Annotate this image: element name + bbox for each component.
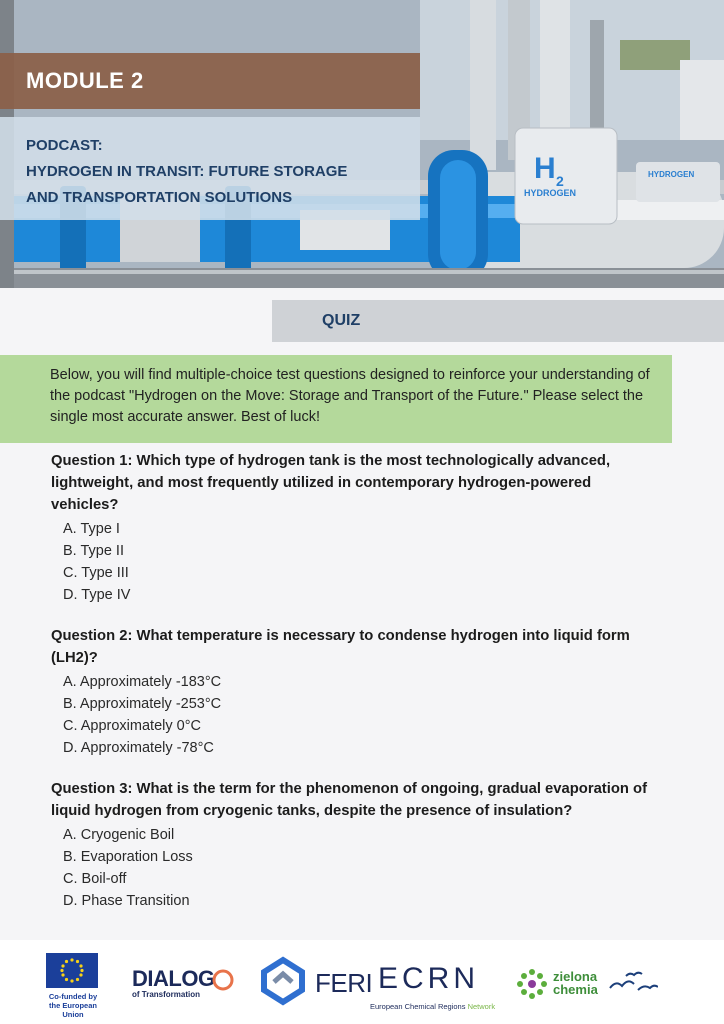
option-d[interactable]: D. Phase Transition — [63, 893, 190, 909]
zielona-chemia-logo-text — [553, 970, 598, 996]
footer-logos — [0, 940, 724, 1024]
dialog-logo-text: DIALOG — [132, 966, 215, 991]
option-a[interactable]: A. Type I — [63, 521, 120, 537]
option-c[interactable]: C. Boil-off — [63, 871, 127, 887]
dialog-logo-subtitle: of Transformation — [132, 990, 201, 999]
option-c[interactable]: C. Type III — [63, 565, 129, 581]
zc-line-1: zielona — [553, 969, 598, 984]
option-b[interactable]: B. Approximately -253°C — [63, 696, 222, 712]
svg-text:HYDROGEN: HYDROGEN — [524, 188, 577, 198]
dialog-ring-icon — [210, 966, 236, 992]
podcast-title-box — [0, 117, 420, 220]
eu-caption — [38, 992, 108, 1019]
podcast-line-2: HYDROGEN IN TRANSIT: FUTURE STORAGE — [26, 163, 348, 180]
feri-logo-text: FERI — [315, 968, 373, 998]
option-b[interactable]: B. Evaporation Loss — [63, 849, 193, 865]
feri-emblem-icon — [258, 956, 308, 1006]
ecrn-subtitle-network: Network — [467, 1002, 496, 1011]
zielona-chemia-dots-icon — [514, 966, 550, 1002]
quiz-intro-box — [0, 355, 672, 443]
module-label: MODULE 2 — [26, 68, 144, 93]
quiz-intro-text: Below, you will find multiple-choice test questions designed to reinforce your understanding of the podcast "Hydrogen on the Move: Storage and Transport of the Future." Please select the single most accurate answer. Best of luck! — [50, 367, 650, 425]
quiz-heading-bar — [272, 300, 724, 342]
quiz-heading: QUIZ — [322, 312, 361, 329]
question-2 — [51, 625, 661, 759]
question-text: Question 3: What is the term for the phenomenon of ongoing, gradual evaporation of liquid hydrogen from cryogenic tanks, despite the presence of insulation? — [51, 781, 647, 819]
svg-text:2: 2 — [556, 173, 564, 189]
eu-caption-line-2: the European Union — [49, 1001, 97, 1019]
module-banner — [0, 53, 420, 109]
podcast-line-1: PODCAST: — [26, 137, 103, 154]
eu-flag-logo — [46, 953, 98, 988]
podcast-line-3: AND TRANSPORTATION SOLUTIONS — [26, 189, 293, 206]
ecrn-subtitle-main: European Chemical Regions — [370, 1002, 466, 1011]
ecrn-logo-text: ECRN — [378, 962, 480, 995]
question-text: Question 2: What temperature is necessary to condense hydrogen into liquid form (LH2)? — [51, 628, 630, 666]
option-c[interactable]: C. Approximately 0°C — [63, 718, 201, 734]
tank-h2-text: H — [534, 152, 556, 185]
option-d[interactable]: D. Type IV — [63, 587, 131, 603]
question-1 — [51, 450, 661, 606]
question-text: Question 1: Which type of hydrogen tank is the most technologically advanced, lightweight, and most frequently utilized in contemporary hydrogen-powered vehicles? — [51, 453, 611, 513]
ecrn-logo-subtitle — [370, 1002, 495, 1011]
hero-image — [0, 0, 724, 288]
birds-logo-icon — [606, 966, 658, 1002]
question-3 — [51, 778, 661, 912]
eu-caption-line-1: Co-funded by — [48, 992, 98, 1001]
option-b[interactable]: B. Type II — [63, 543, 124, 559]
option-a[interactable]: A. Cryogenic Boil — [63, 827, 175, 843]
svg-text:HYDROGEN: HYDROGEN — [648, 170, 695, 179]
zc-line-2: chemia — [553, 982, 598, 997]
option-d[interactable]: D. Approximately -78°C — [63, 740, 214, 756]
eu-stars-icon — [46, 953, 98, 988]
option-a[interactable]: A. Approximately -183°C — [63, 674, 222, 690]
question-list — [51, 450, 661, 931]
